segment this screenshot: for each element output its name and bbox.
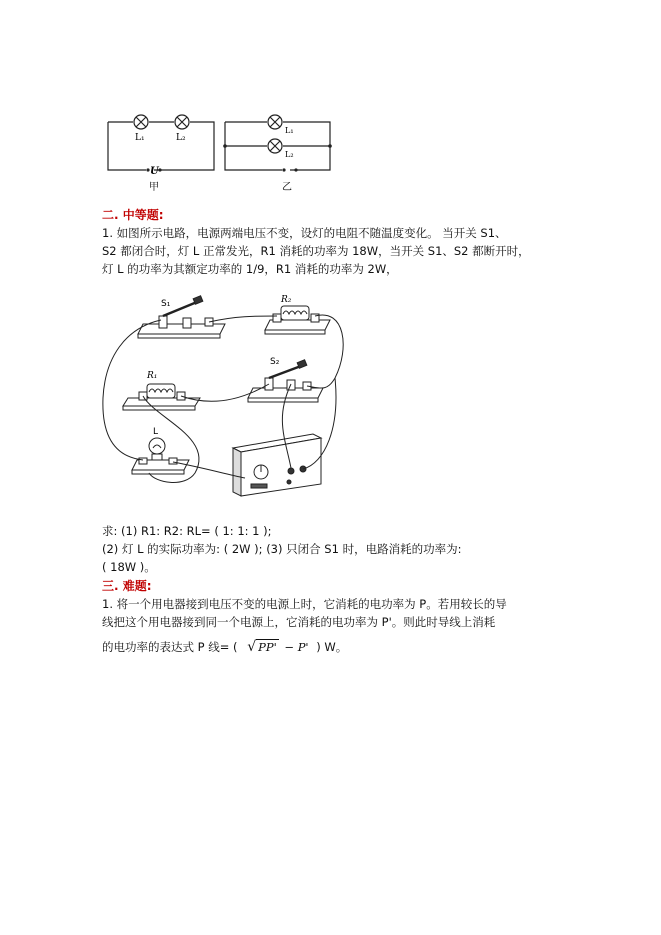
answer-line: 求: (1) R1: R2: RL= ( 1: 1: 1 ); bbox=[102, 524, 272, 538]
formula-minus-term: − P' bbox=[284, 640, 309, 654]
question-text-line: 线把这个用电器接到同一个电源上，它消耗的电功率为 P'。则此时导线上消耗 bbox=[102, 615, 496, 629]
sqrt-icon: √ bbox=[247, 639, 257, 655]
source-u-label: U bbox=[150, 166, 159, 177]
circuit-yi-caption: 乙 bbox=[282, 182, 292, 193]
expression-suffix: ) W。 bbox=[316, 640, 348, 654]
resistor-r2-label: R₂ bbox=[281, 295, 292, 305]
switch-s2-label: S₂ bbox=[270, 357, 280, 367]
resistor-r1-label: R₁ bbox=[147, 371, 158, 381]
switch-s1-label: S₁ bbox=[161, 299, 171, 309]
formula-radicand: PP' bbox=[258, 640, 277, 654]
question-text-line: 灯 L 的功率为其额定功率的 1/9，R1 消耗的功率为 2W， bbox=[102, 262, 398, 276]
question-text-line: S2 都闭合时，灯 L 正常发光，R1 消耗的功率为 18W，当开关 S1、S2 都断开时， bbox=[102, 244, 530, 258]
answer-line: ( 18W )。 bbox=[102, 560, 156, 574]
circuit-yi-diagram bbox=[220, 110, 338, 195]
question-text-line: 1. 如图所示电路，电源两端电压不变，设灯的电阻不随温度变化。 当开关 S1、 bbox=[102, 226, 507, 240]
circuit-jia-caption: 甲 bbox=[149, 182, 159, 193]
lamp-l2-label: L₂ bbox=[176, 133, 186, 143]
lamp-label: L bbox=[153, 427, 159, 437]
lamp-l1-label: L₁ bbox=[135, 133, 145, 143]
lamp-l2-label: L₂ bbox=[285, 150, 294, 159]
question-text-line: 1. 将一个用电器接到电压不变的电源上时，它消耗的电功率为 P。若用较长的导 bbox=[102, 597, 507, 611]
section-medium-heading: 二. 中等题: bbox=[102, 208, 164, 222]
answer-line: (2) 灯 L 的实际功率为: ( 2W ); (3) 只闭合 S1 时，电路消耗的功率为: bbox=[102, 542, 462, 556]
formula bbox=[247, 638, 308, 656]
expression-prefix: 的电功率的表达式 P 线= ( bbox=[102, 640, 238, 654]
circuit-jia-diagram bbox=[100, 110, 220, 195]
lamp-l1-label: L₁ bbox=[285, 126, 294, 135]
section-hard-heading: 三. 难题: bbox=[102, 579, 152, 593]
apparatus-diagram bbox=[95, 288, 355, 508]
question-text-line bbox=[102, 638, 347, 656]
